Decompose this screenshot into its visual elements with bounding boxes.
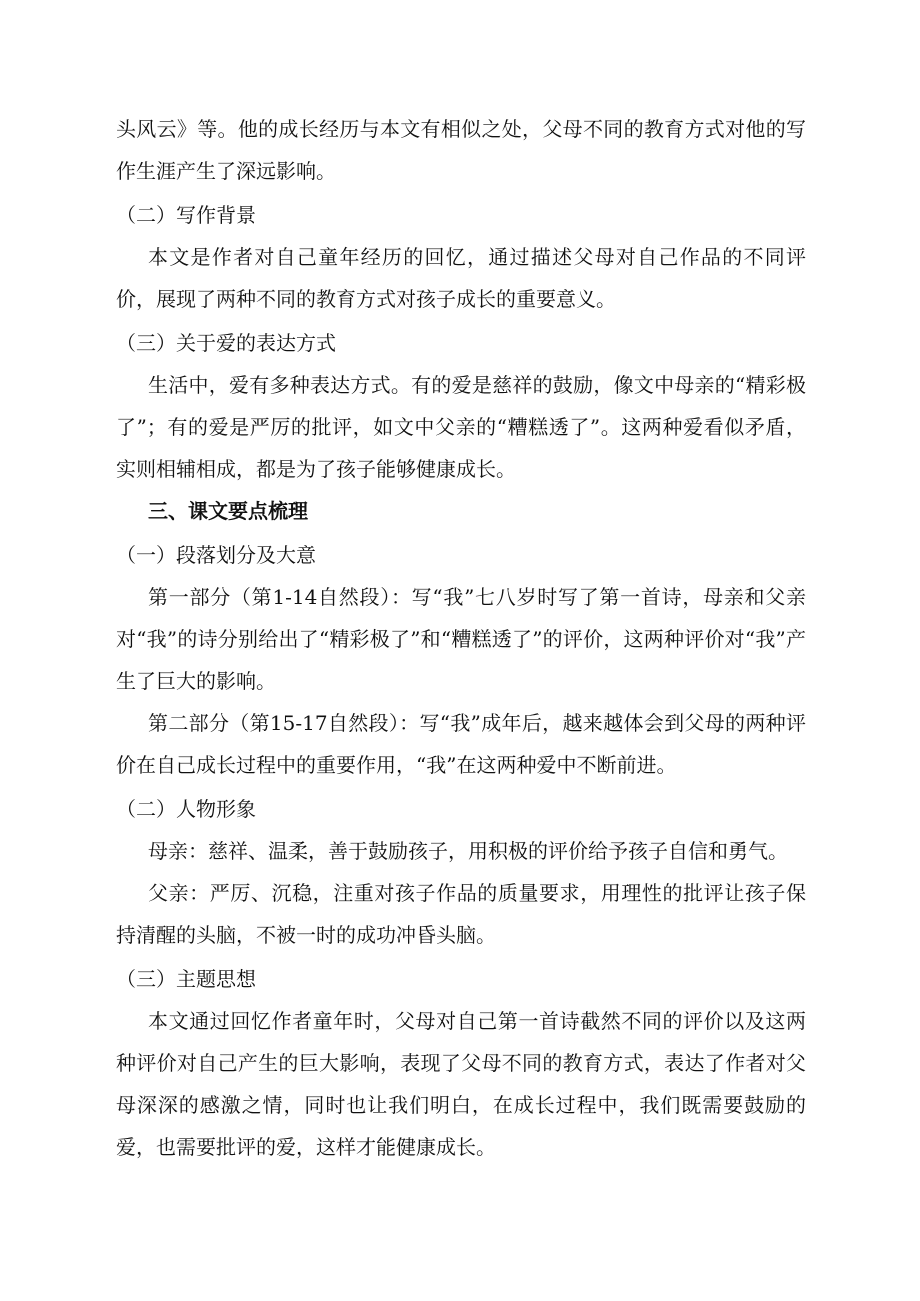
paragraph-expression-of-love: 生活中，爱有多种表达方式。有的爱是慈祥的鼓励，像文中母亲的“精彩极了”；有的爱是严厉的批评，如文中父亲的“糟糕透了”。这两种爱看似矛盾，实则相辅相成，都是为了孩子能够健康成长。 [116, 373, 806, 481]
heading-theme: （三）主题思想 [116, 967, 256, 991]
paragraph-mother: 母亲：慈祥、温柔，善于鼓励孩子，用积极的评价给予孩子自信和勇气。 [148, 839, 788, 863]
paragraph-theme: 本文通过回忆作者童年时，父母对自己第一首诗截然不同的评价以及这两种评价对自己产生的巨大影响，表现了父母不同的教育方式，表达了作者对父母深深的感激之情，同时也让我们明白，在成长过程中，我们既需要鼓励的爱，也需要批评的爱，这样才能健康成长。 [116, 1009, 806, 1159]
heading-expression-of-love: （三）关于爱的表达方式 [116, 331, 336, 355]
intro-continuation: 头风云》等。他的成长经历与本文有相似之处，父母不同的教育方式对他的写作生涯产生了深远影响。 [116, 117, 806, 183]
paragraph-father: 父亲：严厉、沉稳，注重对孩子作品的质量要求，用理性的批评让孩子保持清醒的头脑，不被一时的成功冲昏头脑。 [116, 881, 806, 947]
paragraph-writing-background: 本文是作者对自己童年经历的回忆，通过描述父母对自己作品的不同评价，展现了两种不同的教育方式对孩子成长的重要意义。 [116, 245, 806, 311]
section-three-title: 三、课文要点梳理 [148, 499, 308, 523]
heading-paragraph-division: （一）段落划分及大意 [116, 543, 316, 567]
heading-writing-background: （二）写作背景 [116, 203, 256, 227]
paragraph-part-one: 第一部分（第1-14自然段）：写“我”七八岁时写了第一首诗，母亲和父亲对“我”的诗分别给出了“精彩极了”和“糟糕透了”的评价，这两种评价对“我”产生了巨大的影响。 [116, 585, 806, 693]
paragraph-part-two: 第二部分（第15-17自然段）：写“我”成年后，越来越体会到父母的两种评价在自己成长过程中的重要作用，“我”在这两种爱中不断前进。 [116, 711, 806, 777]
heading-characters: （二）人物形象 [116, 797, 256, 821]
document-body [116, 108, 806, 1168]
